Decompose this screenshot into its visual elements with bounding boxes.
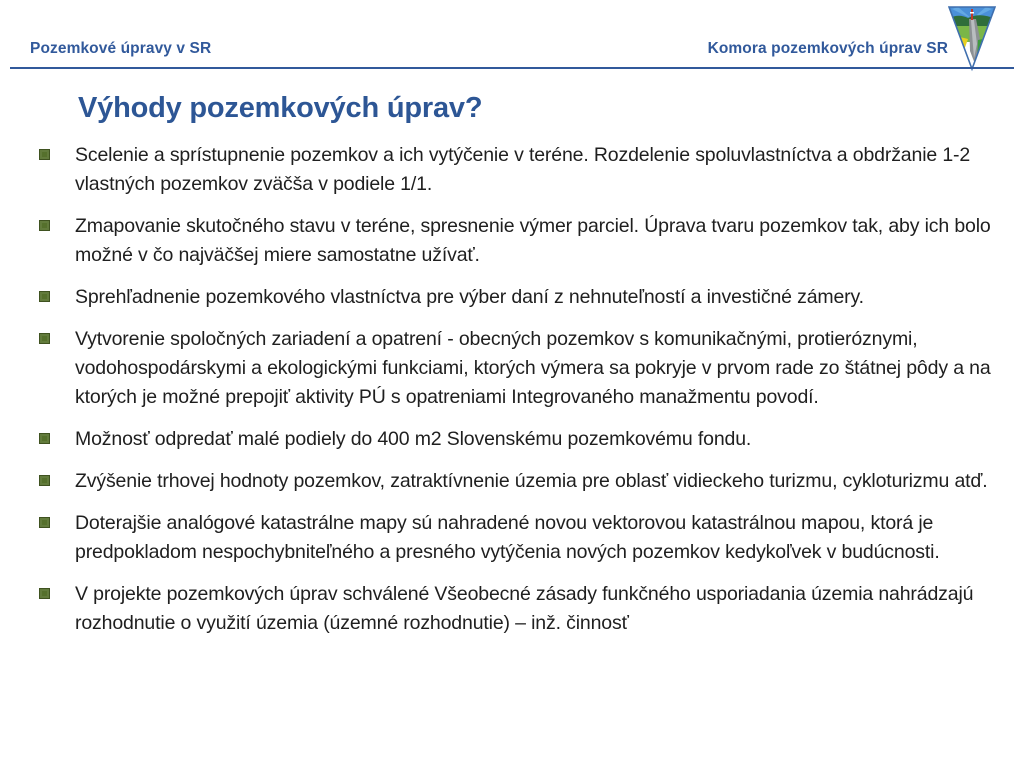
bullet-item — [38, 509, 1013, 567]
bullet-item — [38, 141, 1013, 199]
bullet-square-icon — [39, 333, 50, 344]
bullet-square-icon — [39, 149, 50, 160]
page-title: Výhody pozemkových úprav? — [78, 92, 483, 124]
bullet-text: Zvýšenie trhovej hodnoty pozemkov, zatraktívnenie územia pre oblasť vidieckeho turizmu, cykloturizmu atď. — [75, 470, 988, 492]
bullet-square-icon — [39, 220, 50, 231]
bullet-square-icon — [39, 433, 50, 444]
bullet-item — [38, 325, 1013, 412]
bullet-text: Doterajšie analógové katastrálne mapy sú nahradené novou vektorovou katastrálnou mapou, ktorá je predpokladom nespochybniteľného a presného vytýčenia nových pozemkov kedykoľvek v budúcnosti. — [75, 512, 940, 563]
bullet-text: Možnosť odpredať malé podiely do 400 m2 Slovenskému pozemkovému fondu. — [75, 428, 752, 450]
bullet-list — [38, 141, 1013, 651]
bullet-square-icon — [39, 517, 50, 528]
bullet-item — [38, 283, 1013, 312]
bullet-text: Zmapovanie skutočného stavu v teréne, spresnenie výmer parciel. Úprava tvaru pozemkov tak, aby ich bolo možné v čo najväčšej miere samostatne užívať. — [75, 215, 991, 266]
bullet-square-icon — [39, 588, 50, 599]
bullet-item — [38, 212, 1013, 270]
bullet-item — [38, 425, 1013, 454]
komora-logo-icon — [948, 6, 996, 72]
bullet-text: Sprehľadnenie pozemkového vlastníctva pre výber daní z nehnuteľností a investičné zámery. — [75, 286, 864, 308]
bullet-item — [38, 467, 1013, 496]
bullet-item — [38, 580, 1013, 638]
bullet-square-icon — [39, 291, 50, 302]
header-left-label: Pozemkové úpravy v SR — [30, 40, 212, 57]
bullet-text: Scelenie a sprístupnenie pozemkov a ich vytýčenie v teréne. Rozdelenie spoluvlastníctva a obdržanie 1-2 vlastných pozemkov zväčša v podiele 1/1. — [75, 144, 971, 195]
header-right-label: Komora pozemkových úprav SR — [707, 40, 948, 57]
bullet-square-icon — [39, 475, 50, 486]
bullet-text: V projekte pozemkových úprav schválené Všeobecné zásady funkčného usporiadania územia nahrádzajú rozhodnutie o využití územia (územné rozhodnutie) – inž. činnosť — [75, 583, 974, 634]
header-divider — [10, 67, 1014, 69]
bullet-text: Vytvorenie spoločných zariadení a opatrení - obecných pozemkov s komunikačnými, protieróznymi, vodohospodárskymi a ekologickými funkciami, ktorých výmera sa pokryje v prvom rade zo štátnej pôdy a na ktorých je možné prepojiť aktivity PÚ s opatreniami Integrovaného manažmentu povodí. — [75, 328, 991, 408]
